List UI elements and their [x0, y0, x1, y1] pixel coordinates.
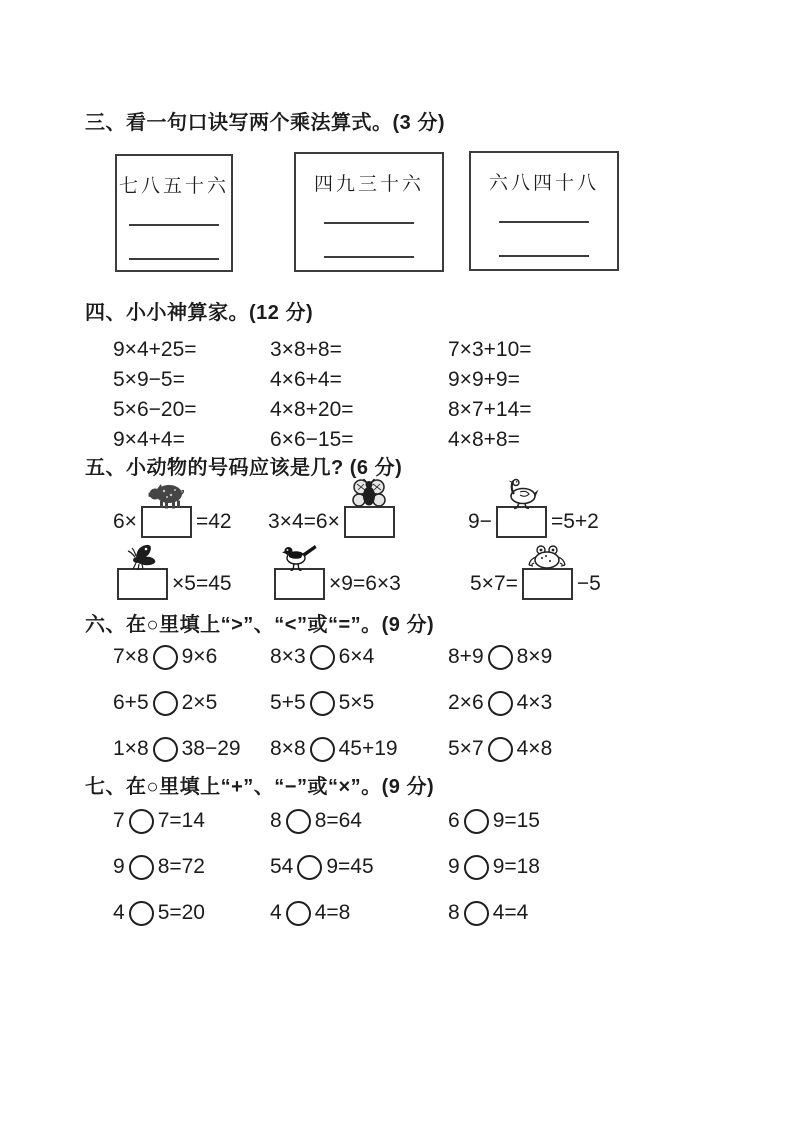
- answer-box[interactable]: [117, 568, 168, 600]
- section-5-title: 五、小动物的号码应该是几? (6 分): [85, 457, 403, 479]
- calc-problem: 5×9−5=: [113, 368, 185, 391]
- left-number: 8: [448, 901, 460, 924]
- left-expression: 5+5: [270, 691, 306, 714]
- answer-line[interactable]: [499, 255, 589, 257]
- answer-box[interactable]: [274, 568, 325, 600]
- rhyme-phrase: 六八四十八: [488, 173, 599, 194]
- right-equation: 9=45: [326, 855, 374, 878]
- animal-number-problem: [270, 568, 401, 600]
- comparison-problem: [270, 645, 448, 670]
- section-7-title: 七、在○里填上“+”、“−”或“×”。(9 分): [85, 776, 435, 798]
- operator-circle[interactable]: [129, 855, 154, 880]
- operator-problem: [270, 855, 448, 880]
- compare-circle[interactable]: [310, 645, 335, 670]
- problem-text-before: 6×: [113, 510, 137, 533]
- bird-icon: [282, 542, 318, 571]
- answer-box[interactable]: [522, 568, 573, 600]
- operator-circle[interactable]: [464, 901, 489, 926]
- right-equation: 9=15: [492, 809, 540, 832]
- left-expression: 8×3: [270, 645, 306, 668]
- left-number: 6: [448, 809, 460, 832]
- operator-circle[interactable]: [297, 855, 322, 880]
- comparison-problem: [113, 691, 270, 716]
- operator-circle[interactable]: [464, 809, 489, 834]
- right-expression: 2×5: [181, 691, 218, 714]
- problem-text-after: =42: [195, 510, 232, 533]
- operator-problem: [270, 809, 448, 834]
- animal-number-problem: [113, 568, 232, 600]
- section-3-title: 三、看一句口诀写两个乘法算式。(3 分): [85, 112, 445, 134]
- right-equation: 7=14: [157, 809, 205, 832]
- compare-circle[interactable]: [310, 691, 335, 716]
- animal-number-problem: [268, 506, 399, 538]
- left-expression: 7×8: [113, 645, 149, 668]
- operator-problem: [270, 901, 448, 926]
- right-equation: 4=8: [314, 901, 351, 924]
- operator-problems-grid: [113, 798, 540, 936]
- calc-problem: 9×4+4=: [113, 428, 185, 451]
- right-equation: 5=20: [157, 901, 205, 924]
- operator-problem: [448, 855, 540, 880]
- duck-icon: [503, 478, 539, 509]
- problem-text-before: 3×4=6×: [268, 510, 340, 533]
- right-equation: 4=4: [492, 901, 529, 924]
- calc-problem: 8×7+14=: [448, 398, 532, 421]
- answer-box[interactable]: [344, 506, 395, 538]
- calc-problem: 4×8+8=: [448, 428, 520, 451]
- right-expression: 9×6: [181, 645, 218, 668]
- answer-line[interactable]: [499, 221, 589, 223]
- answer-line[interactable]: [129, 224, 219, 226]
- answer-line[interactable]: [324, 222, 414, 224]
- comparison-problems-grid: [113, 634, 552, 772]
- left-expression: 1×8: [113, 737, 149, 760]
- compare-circle[interactable]: [488, 645, 513, 670]
- left-number: 4: [113, 901, 125, 924]
- compare-circle[interactable]: [310, 737, 335, 762]
- operator-problem: [448, 809, 540, 834]
- rhyme-box: [294, 152, 444, 272]
- calc-problem: 4×8+20=: [270, 398, 354, 421]
- compare-circle[interactable]: [153, 691, 178, 716]
- left-expression: 6+5: [113, 691, 149, 714]
- right-equation: 8=72: [157, 855, 205, 878]
- problem-text-after: ×9=6×3: [329, 572, 401, 595]
- right-expression: 4×3: [516, 691, 553, 714]
- comparison-problem: [270, 737, 448, 762]
- left-number: 7: [113, 809, 125, 832]
- answer-box[interactable]: [141, 506, 192, 538]
- operator-problem: [113, 855, 270, 880]
- calc-problems-grid: [113, 338, 532, 458]
- butterfly-icon: [126, 543, 160, 571]
- rhyme-phrase: 七八五十六: [118, 176, 229, 197]
- comparison-problem: [448, 645, 552, 670]
- problem-text-before: 5×7=: [470, 572, 518, 595]
- compare-circle[interactable]: [488, 737, 513, 762]
- operator-circle[interactable]: [129, 809, 154, 834]
- operator-problem: [448, 901, 540, 926]
- left-number: 4: [270, 901, 282, 924]
- left-number: 9: [448, 855, 460, 878]
- pig-icon: [148, 482, 184, 509]
- right-expression: 4×8: [516, 737, 553, 760]
- frog-icon: [528, 545, 566, 571]
- operator-problem: [113, 809, 270, 834]
- compare-circle[interactable]: [153, 737, 178, 762]
- section-4-title: 四、小小神算家。(12 分): [85, 302, 314, 324]
- problem-text-after: −5: [576, 572, 601, 595]
- right-expression: 8×9: [516, 645, 553, 668]
- rhyme-phrase: 四九三十六: [313, 174, 424, 195]
- problem-text-after: =5+2: [550, 510, 599, 533]
- problem-text-before: 9−: [468, 510, 492, 533]
- left-number: 9: [113, 855, 125, 878]
- calc-problem: 5×6−20=: [113, 398, 197, 421]
- rhyme-box: [115, 154, 233, 272]
- problem-text-after: ×5=45: [172, 572, 232, 595]
- animal-number-problem: [470, 568, 601, 600]
- calc-problem: 9×9+9=: [448, 368, 520, 391]
- comparison-problem: [113, 737, 270, 762]
- right-expression: 38−29: [181, 737, 241, 760]
- operator-circle[interactable]: [464, 855, 489, 880]
- bee-icon: [352, 478, 386, 509]
- left-expression: 2×6: [448, 691, 484, 714]
- left-number: 8: [270, 809, 282, 832]
- left-expression: 8×8: [270, 737, 306, 760]
- compare-circle[interactable]: [153, 645, 178, 670]
- operator-circle[interactable]: [286, 809, 311, 834]
- section-6-title: 六、在○里填上“>”、“<”或“=”。(9 分): [85, 614, 435, 636]
- calc-problem: 7×3+10=: [448, 338, 532, 361]
- comparison-problem: [113, 645, 270, 670]
- answer-line[interactable]: [324, 256, 414, 258]
- comparison-problem: [270, 691, 448, 716]
- right-expression: 45+19: [338, 737, 398, 760]
- compare-circle[interactable]: [488, 691, 513, 716]
- left-expression: 5×7: [448, 737, 484, 760]
- comparison-problem: [448, 737, 552, 762]
- operator-circle[interactable]: [286, 901, 311, 926]
- answer-box[interactable]: [496, 506, 547, 538]
- calc-problem: 6×6−15=: [270, 428, 354, 451]
- calc-problem: 3×8+8=: [270, 338, 342, 361]
- answer-line[interactable]: [129, 258, 219, 260]
- left-expression: 8+9: [448, 645, 484, 668]
- right-equation: 9=18: [492, 855, 540, 878]
- calc-problem: 4×6+4=: [270, 368, 342, 391]
- comparison-problem: [448, 691, 552, 716]
- right-equation: 8=64: [314, 809, 362, 832]
- operator-problem: [113, 901, 270, 926]
- right-expression: 6×4: [338, 645, 375, 668]
- right-expression: 5×5: [338, 691, 375, 714]
- rhyme-box: [469, 151, 619, 271]
- animal-number-problem: [468, 506, 599, 538]
- left-number: 54: [270, 855, 294, 878]
- animal-number-problem: [113, 506, 232, 538]
- operator-circle[interactable]: [129, 901, 154, 926]
- calc-problem: 9×4+25=: [113, 338, 197, 361]
